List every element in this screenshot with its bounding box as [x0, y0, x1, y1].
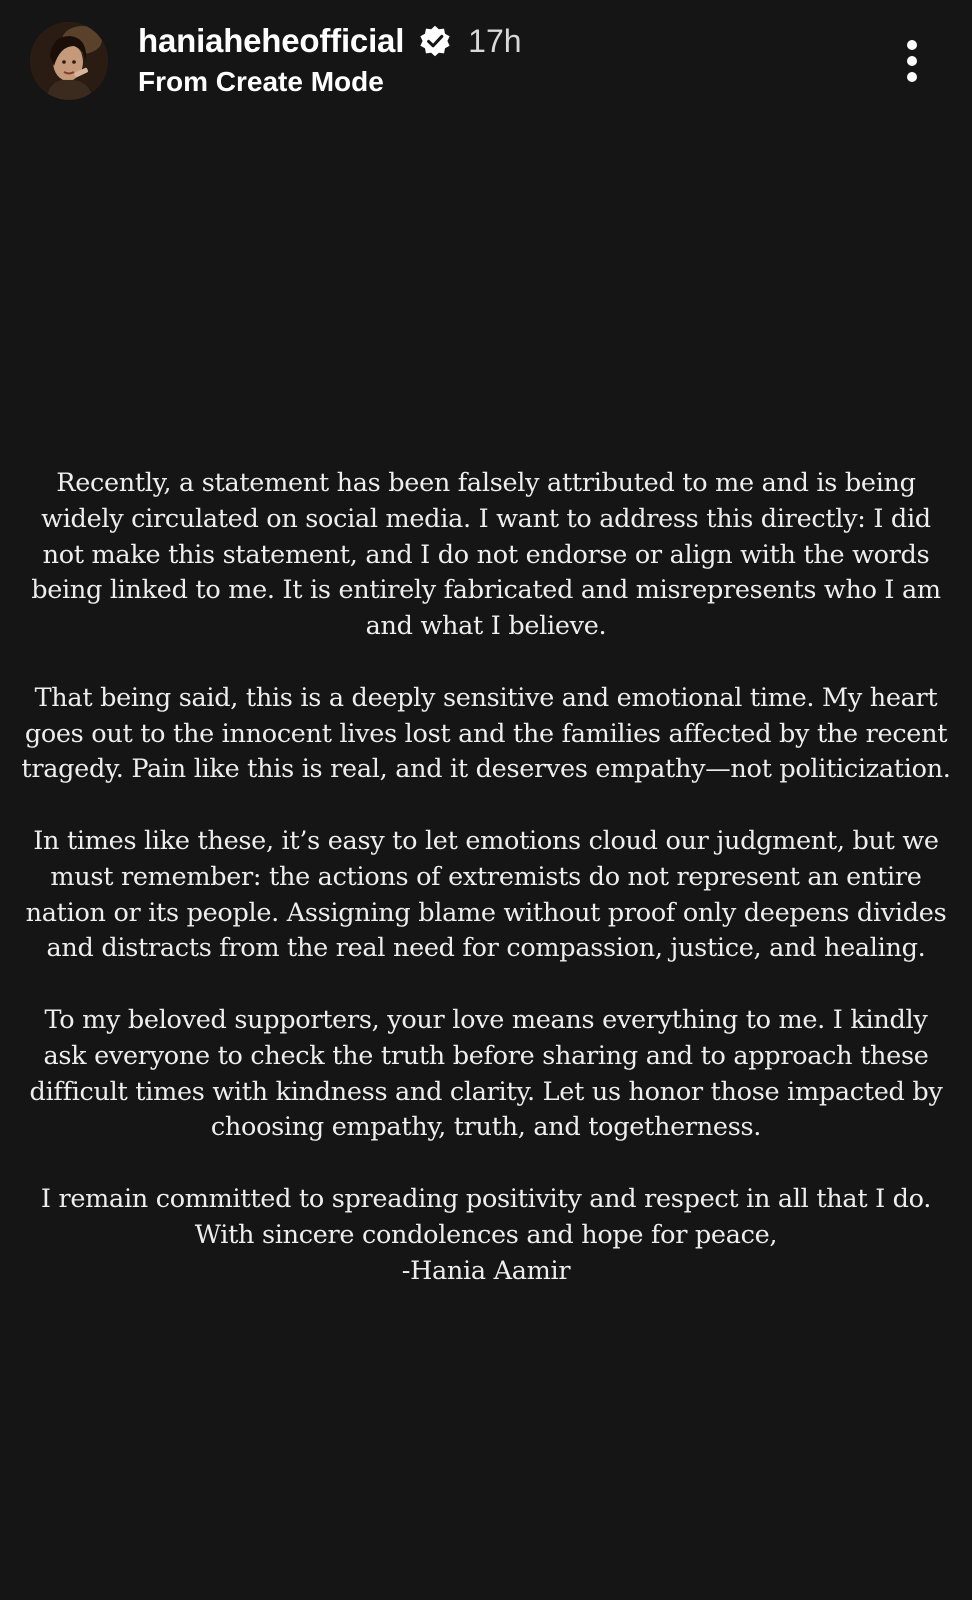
text-line: In times like these, it’s easy to let emotions cloud our judgment, but we — [33, 825, 939, 856]
text-line: That being said, this is a deeply sensitive and emotional time. My heart — [34, 682, 938, 713]
create-mode-label[interactable]: From Create Mode — [138, 66, 384, 97]
signature-line: -Hania Aamir — [401, 1255, 571, 1286]
more-options-icon-dot — [907, 40, 917, 50]
text-line: Recently, a statement has been falsely attributed to me and is being — [56, 468, 916, 498]
text-line: and what I believe. — [365, 611, 607, 642]
text-line: I remain committed to spreading positivity and respect in all that I do. — [40, 1183, 932, 1214]
name-row — [138, 20, 522, 62]
avatar-photo — [30, 22, 108, 100]
text-line: being linked to me. It is entirely fabricated and misrepresents who I am — [31, 575, 941, 606]
paragraph-4 — [10, 1003, 962, 1146]
story-header — [0, 0, 972, 120]
text-line: To my beloved supporters, your love means everything to me. I kindly — [44, 1004, 928, 1035]
text-line: difficult times with kindness and clarity. Let us honor those impacted by — [29, 1076, 943, 1107]
user-block — [138, 20, 522, 98]
story-text — [10, 466, 962, 1325]
more-options-button[interactable] — [896, 36, 928, 86]
text-line: nation or its people. Assigning blame without proof only deepens divides — [25, 897, 947, 928]
text-line: widely circulated on social media. I want to address this directly: I did — [41, 503, 931, 534]
text-line: must remember: the actions of extremists do not represent an entire — [50, 861, 922, 892]
text-line: tragedy. Pain like this is real, and it deserves empathy—not politicization. — [21, 754, 951, 785]
verified-badge-icon — [418, 24, 452, 58]
more-options-icon-dot — [907, 72, 917, 82]
text-line: not make this statement, and I do not endorse or align with the words — [42, 539, 930, 570]
paragraph-1 — [10, 466, 962, 645]
paragraph-2 — [10, 681, 962, 788]
avatar[interactable] — [30, 22, 108, 100]
text-line: choosing empathy, truth, and togetherness. — [210, 1112, 762, 1143]
more-options-icon-dot — [907, 56, 917, 66]
text-line: ask everyone to check the truth before sharing and to approach these — [43, 1040, 929, 1071]
text-line: and distracts from the real need for compassion, justice, and healing. — [46, 933, 926, 964]
text-line: goes out to the innocent lives lost and the families affected by the recent — [24, 718, 948, 749]
post-time: 17h — [468, 22, 522, 59]
paragraph-5 — [10, 1182, 962, 1289]
paragraph-3 — [10, 824, 962, 967]
username[interactable]: haniaheheofficial — [138, 22, 405, 59]
text-line: With sincere condolences and hope for peace, — [194, 1219, 778, 1250]
